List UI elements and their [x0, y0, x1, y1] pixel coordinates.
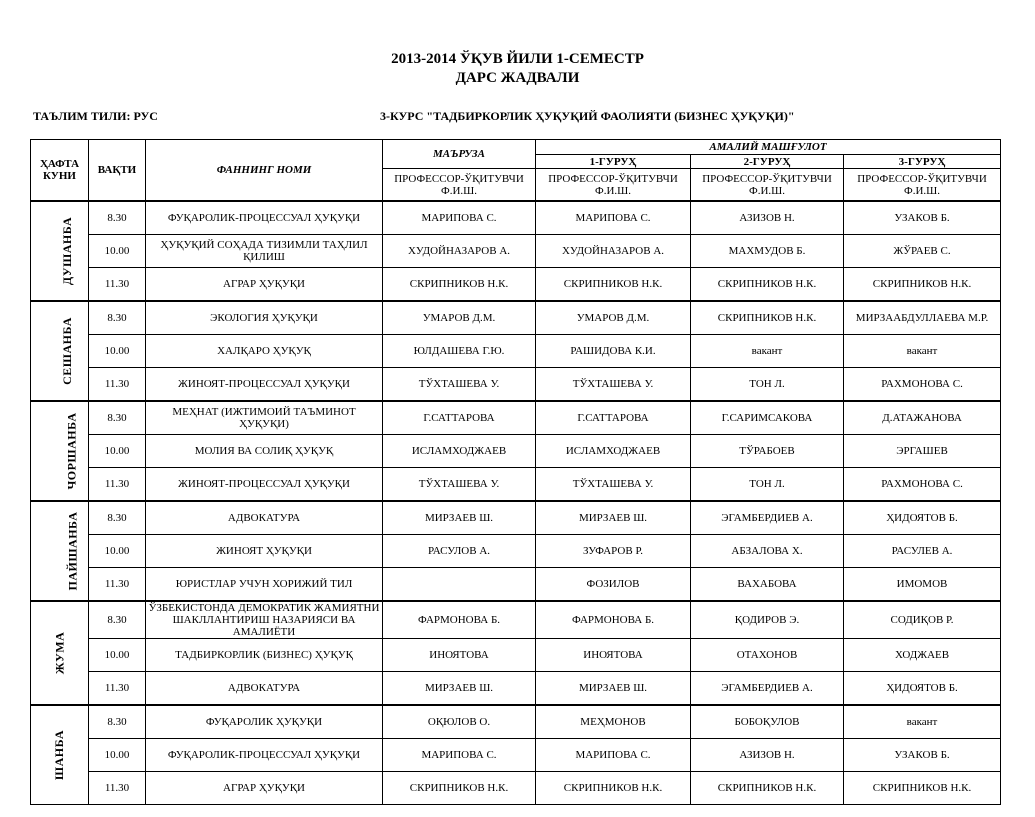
group-3-teacher: УЗАКОВ Б.: [844, 201, 1001, 235]
table-row: [31, 201, 1001, 235]
header-day: ҲАФТА КУНИ: [31, 140, 89, 202]
header-practical: АМАЛИЙ МАШҒУЛОТ: [536, 140, 1001, 155]
lecture-teacher: МИРЗАЕВ Ш.: [383, 501, 536, 535]
language-label: ТАЪЛИМ ТИЛИ: РУС: [33, 109, 158, 123]
lecture-teacher: ОҚЮЛОВ О.: [383, 705, 536, 739]
subject-cell: МОЛИЯ ВА СОЛИҚ ҲУҚУҚ: [146, 435, 383, 468]
subject-cell: АГРАР ҲУҚУҚИ: [146, 772, 383, 805]
day-cell: [31, 301, 89, 401]
group-1-teacher: Г.САТТАРОВА: [536, 401, 691, 435]
group-1-teacher: МИРЗАЕВ Ш.: [536, 501, 691, 535]
day-label: ЧОРШАНБА: [64, 411, 79, 490]
group-1-teacher: ХУДОЙНАЗАРОВ А.: [536, 235, 691, 268]
table-row: [31, 535, 1001, 568]
subject-cell: ҲУҚУҚИЙ СОҲАДА ТИЗИМЛИ ТАҲЛИЛ ҚИЛИШ: [146, 235, 383, 268]
subject-cell: ФУҚАРОЛИК-ПРОЦЕССУАЛ ҲУҚУҚИ: [146, 739, 383, 772]
time-cell: 11.30: [89, 672, 146, 706]
group-3-teacher: вакант: [844, 705, 1001, 739]
group-3-teacher: РАСУЛЕВ А.: [844, 535, 1001, 568]
header-time: ВАҚТИ: [89, 140, 146, 202]
lecture-teacher: МАРИПОВА С.: [383, 739, 536, 772]
day-cell: [31, 401, 89, 501]
table-row: [31, 435, 1001, 468]
time-cell: 10.00: [89, 739, 146, 772]
group-2-teacher: АЗИЗОВ Н.: [691, 739, 844, 772]
lecture-teacher: ХУДОЙНАЗАРОВ А.: [383, 235, 536, 268]
table-row: [31, 568, 1001, 602]
lecture-teacher: СКРИПНИКОВ Н.К.: [383, 268, 536, 302]
group-3-teacher: ИМОМОВ: [844, 568, 1001, 602]
time-cell: 8.30: [89, 401, 146, 435]
group-1-teacher: ФОЗИЛОВ: [536, 568, 691, 602]
subject-cell: ХАЛҚАРО ҲУҚУҚ: [146, 335, 383, 368]
lecture-teacher: ТЎХТАШЕВА У.: [383, 368, 536, 402]
group-2-teacher: АЗИЗОВ Н.: [691, 201, 844, 235]
group-2-teacher: ТЎРАБОЕВ: [691, 435, 844, 468]
subject-cell: ЎЗБЕКИСТОНДА ДЕМОКРАТИК ЖАМИЯТНИ ШАКЛЛАНТИРИШ НАЗАРИЯСИ ВА АМАЛИЁТИ: [146, 601, 383, 639]
group-2-teacher: АБЗАЛОВА Х.: [691, 535, 844, 568]
header-prof-lecture: ПРОФЕССОР-ЎҚИТУВЧИ Ф.И.Ш.: [383, 169, 536, 202]
subject-cell: ФУҚАРОЛИК ҲУҚУҚИ: [146, 705, 383, 739]
time-cell: 11.30: [89, 368, 146, 402]
table-row: [31, 705, 1001, 739]
lecture-teacher: [383, 568, 536, 602]
day-cell: [31, 705, 89, 805]
subject-cell: ЮРИСТЛАР УЧУН ХОРИЖИЙ ТИЛ: [146, 568, 383, 602]
group-3-teacher: вакант: [844, 335, 1001, 368]
group-1-teacher: СКРИПНИКОВ Н.К.: [536, 268, 691, 302]
day-label: ДУШАНБА: [60, 216, 75, 285]
lecture-teacher: ЮЛДАШЕВА Г.Ю.: [383, 335, 536, 368]
group-1-teacher: ТЎХТАШЕВА У.: [536, 468, 691, 502]
group-3-teacher: ЖЎРАЕВ С.: [844, 235, 1001, 268]
group-1-teacher: ФАРМОНОВА Б.: [536, 601, 691, 639]
day-cell: [31, 201, 89, 301]
subject-cell: ЖИНОЯТ-ПРОЦЕССУАЛ ҲУҚУҚИ: [146, 368, 383, 402]
table-row: [31, 268, 1001, 302]
lecture-teacher: ИСЛАМХОДЖАЕВ: [383, 435, 536, 468]
day-label: ЖУМА: [52, 631, 67, 674]
group-1-teacher: ИСЛАМХОДЖАЕВ: [536, 435, 691, 468]
time-cell: 11.30: [89, 772, 146, 805]
time-cell: 10.00: [89, 335, 146, 368]
group-3-teacher: УЗАКОВ Б.: [844, 739, 1001, 772]
group-2-teacher: МАХМУДОВ Б.: [691, 235, 844, 268]
time-cell: 8.30: [89, 501, 146, 535]
group-3-teacher: РАХМОНОВА С.: [844, 468, 1001, 502]
group-2-teacher: БОБОҚУЛОВ: [691, 705, 844, 739]
time-cell: 10.00: [89, 435, 146, 468]
group-3-teacher: СОДИҚОВ Р.: [844, 601, 1001, 639]
table-row: [31, 772, 1001, 805]
subject-cell: МЕҲНАТ (ИЖТИМОИЙ ТАЪМИНОТ ҲУҚУҚИ): [146, 401, 383, 435]
group-2-teacher: вакант: [691, 335, 844, 368]
header-subject: ФАННИНГ НОМИ: [146, 140, 383, 202]
subject-cell: ЭКОЛОГИЯ ҲУҚУҚИ: [146, 301, 383, 335]
lecture-teacher: Г.САТТАРОВА: [383, 401, 536, 435]
lecture-teacher: СКРИПНИКОВ Н.К.: [383, 772, 536, 805]
table-row: [31, 301, 1001, 335]
group-1-teacher: МЕҲМОНОВ: [536, 705, 691, 739]
table-row: [31, 401, 1001, 435]
time-cell: 8.30: [89, 705, 146, 739]
time-cell: 11.30: [89, 568, 146, 602]
group-1-teacher: УМАРОВ Д.М.: [536, 301, 691, 335]
day-label: ПАЙШАНБА: [65, 511, 80, 590]
subject-cell: АДВОКАТУРА: [146, 672, 383, 706]
group-1-teacher: СКРИПНИКОВ Н.К.: [536, 772, 691, 805]
header-prof-group-3: ПРОФЕССОР-ЎҚИТУВЧИ Ф.И.Ш.: [844, 169, 1001, 202]
day-cell: [31, 601, 89, 705]
group-2-teacher: ОТАХОНОВ: [691, 639, 844, 672]
subject-cell: ЖИНОЯТ ҲУҚУҚИ: [146, 535, 383, 568]
group-3-teacher: ХОДЖАЕВ: [844, 639, 1001, 672]
group-1-teacher: ЗУФАРОВ Р.: [536, 535, 691, 568]
schedule-table: [30, 139, 1001, 805]
group-1-teacher: МАРИПОВА С.: [536, 739, 691, 772]
group-2-teacher: ТОН Л.: [691, 468, 844, 502]
lecture-teacher: ИНОЯТОВА: [383, 639, 536, 672]
group-2-teacher: ҚОДИРОВ Э.: [691, 601, 844, 639]
table-row: [31, 335, 1001, 368]
lecture-teacher: МИРЗАЕВ Ш.: [383, 672, 536, 706]
time-cell: 10.00: [89, 535, 146, 568]
table-row: [31, 468, 1001, 502]
table-row: [31, 601, 1001, 639]
group-2-teacher: ВАХАБОВА: [691, 568, 844, 602]
table-row: [31, 639, 1001, 672]
group-2-teacher: ЭГАМБЕРДИЕВ А.: [691, 501, 844, 535]
group-2-teacher: Г.САРИМСАКОВА: [691, 401, 844, 435]
lecture-teacher: МАРИПОВА С.: [383, 201, 536, 235]
time-cell: 11.30: [89, 268, 146, 302]
time-cell: 8.30: [89, 601, 146, 639]
group-1-teacher: МИРЗАЕВ Ш.: [536, 672, 691, 706]
group-3-teacher: ЭРГАШЕВ: [844, 435, 1001, 468]
subject-cell: ТАДБИРКОРЛИК (БИЗНЕС) ҲУҚУҚ: [146, 639, 383, 672]
group-2-teacher: ЭГАМБЕРДИЕВ А.: [691, 672, 844, 706]
document-subtitle: ДАРС ЖАДВАЛИ: [455, 70, 580, 86]
group-3-teacher: РАХМОНОВА С.: [844, 368, 1001, 402]
group-1-teacher: МАРИПОВА С.: [536, 201, 691, 235]
time-cell: 10.00: [89, 639, 146, 672]
course-label: 3-КУРС "ТАДБИРКОРЛИК ҲУҚУҚИЙ ФАОЛИЯТИ (БИЗНЕС ҲУҚУҚИ)": [380, 109, 795, 123]
lecture-teacher: ФАРМОНОВА Б.: [383, 601, 536, 639]
group-3-teacher: Д.АТАЖАНОВА: [844, 401, 1001, 435]
group-3-teacher: МИРЗААБДУЛЛАЕВА М.Р.: [844, 301, 1001, 335]
time-cell: 8.30: [89, 301, 146, 335]
group-1-teacher: ИНОЯТОВА: [536, 639, 691, 672]
subject-cell: АДВОКАТУРА: [146, 501, 383, 535]
header-lecture: МАЪРУЗА: [383, 140, 536, 169]
subject-cell: АГРАР ҲУҚУҚИ: [146, 268, 383, 302]
time-cell: 10.00: [89, 235, 146, 268]
day-label: ШАНБА: [52, 729, 67, 780]
table-row: [31, 501, 1001, 535]
table-row: [31, 739, 1001, 772]
group-3-teacher: СКРИПНИКОВ Н.К.: [844, 268, 1001, 302]
lecture-teacher: УМАРОВ Д.М.: [383, 301, 536, 335]
group-1-teacher: ТЎХТАШЕВА У.: [536, 368, 691, 402]
group-2-teacher: СКРИПНИКОВ Н.К.: [691, 301, 844, 335]
lecture-teacher: РАСУЛОВ А.: [383, 535, 536, 568]
group-3-teacher: ҲИДОЯТОВ Б.: [844, 501, 1001, 535]
day-label: СЕШАНБА: [59, 316, 74, 385]
table-row: [31, 672, 1001, 706]
subject-cell: ЖИНОЯТ-ПРОЦЕССУАЛ ҲУҚУҚИ: [146, 468, 383, 502]
header-group-2: 2-ГУРУҲ: [691, 155, 844, 169]
lecture-teacher: ТЎХТАШЕВА У.: [383, 468, 536, 502]
time-cell: 11.30: [89, 468, 146, 502]
group-2-teacher: СКРИПНИКОВ Н.К.: [691, 772, 844, 805]
group-2-teacher: ТОН Л.: [691, 368, 844, 402]
group-3-teacher: ҲИДОЯТОВ Б.: [844, 672, 1001, 706]
group-1-teacher: РАШИДОВА К.И.: [536, 335, 691, 368]
header-prof-group-2: ПРОФЕССОР-ЎҚИТУВЧИ Ф.И.Ш.: [691, 169, 844, 202]
header-group-3: 3-ГУРУҲ: [844, 155, 1001, 169]
table-row: [31, 235, 1001, 268]
day-cell: [31, 501, 89, 601]
header-group-1: 1-ГУРУҲ: [536, 155, 691, 169]
subject-cell: ФУҚАРОЛИК-ПРОЦЕССУАЛ ҲУҚУҚИ: [146, 201, 383, 235]
time-cell: 8.30: [89, 201, 146, 235]
group-2-teacher: СКРИПНИКОВ Н.К.: [691, 268, 844, 302]
table-row: [31, 368, 1001, 402]
header-prof-group-1: ПРОФЕССОР-ЎҚИТУВЧИ Ф.И.Ш.: [536, 169, 691, 202]
group-3-teacher: СКРИПНИКОВ Н.К.: [844, 772, 1001, 805]
document-title: 2013-2014 ЎҚУВ ЙИЛИ 1-СЕМЕСТР: [391, 51, 644, 67]
